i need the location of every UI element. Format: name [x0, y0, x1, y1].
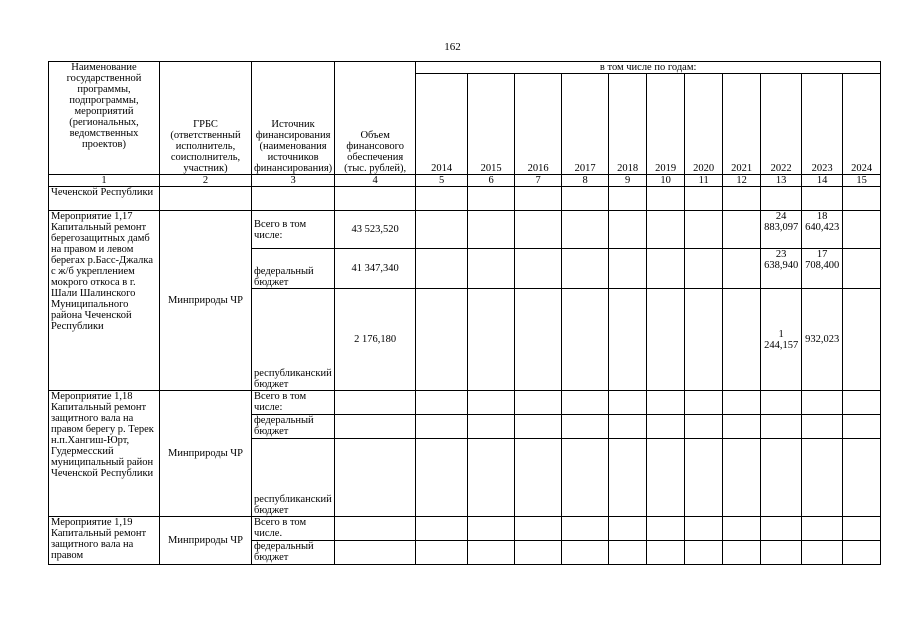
header-year: 2024 [843, 74, 881, 175]
header-year: 2021 [723, 74, 761, 175]
volume-cell [335, 391, 416, 415]
column-number: 1 [49, 175, 160, 187]
source-cell: республиканский бюджет [252, 439, 335, 517]
column-number: 13 [761, 175, 802, 187]
year-2022-cell [761, 517, 802, 541]
year-2023-cell: 932,023 [802, 289, 843, 391]
header-year: 2018 [609, 74, 647, 175]
column-number: 4 [335, 175, 416, 187]
table-row [49, 391, 881, 415]
table-row [49, 187, 881, 211]
measure-grbs: Минприроды ЧР [160, 517, 252, 565]
column-number: 15 [843, 175, 881, 187]
column-number: 10 [647, 175, 685, 187]
year-2023-cell: 18 640,423 [802, 211, 843, 249]
column-number: 6 [468, 175, 515, 187]
header-year: 2022 [761, 74, 802, 175]
source-cell: республиканский бюджет [252, 289, 335, 391]
year-2022-cell [761, 439, 802, 517]
measure-name: Мероприятие 1,19 Капитальный ремонт защитного вала на правом [49, 517, 160, 565]
header-year: 2016 [515, 74, 562, 175]
measure-grbs: Минприроды ЧР [160, 211, 252, 391]
year-2023-cell [802, 391, 843, 415]
header-year: 2023 [802, 74, 843, 175]
year-2022-cell [761, 415, 802, 439]
header-grbs: ГРБС (ответственный исполнитель, соисполнитель, участник) [160, 62, 252, 175]
volume-cell: 43 523,520 [335, 211, 416, 249]
header-row [49, 62, 881, 74]
year-2023-cell [802, 439, 843, 517]
volume-cell [335, 517, 416, 541]
measure-name: Мероприятие 1,18 Капитальный ремонт защитного вала на правом берегу р. Терек н.п.Хангиш-Юрт, Гудермесский муниципальный район Чеченской Республики [49, 391, 160, 517]
year-2023-cell [802, 415, 843, 439]
header-year: 2020 [685, 74, 723, 175]
continuation-name: Чеченской Республики [49, 187, 160, 211]
table-row [49, 211, 881, 249]
year-2023-cell [802, 541, 843, 565]
volume-cell [335, 439, 416, 517]
column-number: 12 [723, 175, 761, 187]
measure-name: Мероприятие 1,17 Капитальный ремонт берегозащитных дамб на правом и левом берегах р.Басс-Джалка с ж/б укреплением мокрого откоса в г. Шали Шалинского Муниципального района Чеченской Республики [49, 211, 160, 391]
volume-cell: 41 347,340 [335, 249, 416, 289]
column-number: 8 [562, 175, 609, 187]
column-number: 7 [515, 175, 562, 187]
source-cell: Всего в том числе. [252, 517, 335, 541]
year-2022-cell [761, 391, 802, 415]
year-2023-cell: 17 708,400 [802, 249, 843, 289]
source-cell: федеральный бюджет [252, 415, 335, 439]
header-source: Источник финансирования (наименования источников финансирования) [252, 62, 335, 175]
volume-cell [335, 541, 416, 565]
column-number: 5 [416, 175, 468, 187]
header-year: 2017 [562, 74, 609, 175]
column-number: 9 [609, 175, 647, 187]
year-2022-cell: 23 638,940 [761, 249, 802, 289]
source-cell: Всего в том числе: [252, 211, 335, 249]
header-year: 2014 [416, 74, 468, 175]
source-cell: Всего в том числе: [252, 391, 335, 415]
source-cell: федеральный бюджет [252, 541, 335, 565]
column-number-row [49, 175, 881, 187]
header-name: Наименование государственной программы, подпрограммы, мероприятий (региональных, ведомственных проектов) [49, 62, 160, 175]
year-2022-cell [761, 541, 802, 565]
page-number: 162 [444, 41, 461, 53]
header-by-years: в том числе по годам: [416, 62, 881, 74]
volume-cell: 2 176,180 [335, 289, 416, 391]
source-cell: федеральный бюджет [252, 249, 335, 289]
table-row [49, 517, 881, 541]
header-volume: Объем финансового обеспечения (тыс. рублей), [335, 62, 416, 175]
column-number: 11 [685, 175, 723, 187]
year-2023-cell [802, 517, 843, 541]
column-number: 3 [252, 175, 335, 187]
volume-cell [335, 415, 416, 439]
financing-table [48, 61, 881, 565]
column-number: 14 [802, 175, 843, 187]
header-year: 2019 [647, 74, 685, 175]
year-2022-cell: 1 244,157 [761, 289, 802, 391]
column-number: 2 [160, 175, 252, 187]
header-year: 2015 [468, 74, 515, 175]
measure-grbs: Минприроды ЧР [160, 391, 252, 517]
year-2022-cell: 24 883,097 [761, 211, 802, 249]
